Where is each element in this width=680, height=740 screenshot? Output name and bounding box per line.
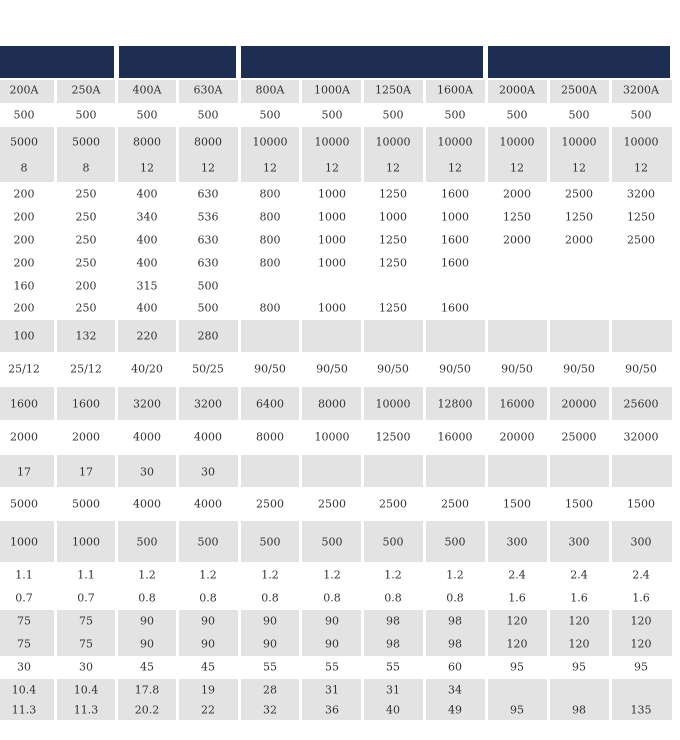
table-cell: 30	[140, 465, 154, 479]
table-cell: 500	[259, 108, 281, 122]
table-cell: 2000	[503, 233, 531, 247]
table-cell: 120	[568, 614, 590, 628]
table-cell: 2000	[565, 233, 593, 247]
table-cell: 315	[136, 279, 158, 293]
table-cell: 25/12	[70, 362, 102, 376]
table-cell: 10000	[314, 135, 350, 149]
table-cell: 28	[263, 683, 277, 697]
table-cell: 0.7	[15, 591, 33, 605]
table-cell: 10000	[252, 135, 288, 149]
table-cell: 1250	[503, 210, 531, 224]
table-cell: 1.2	[446, 568, 464, 582]
table-cell: 75	[79, 637, 93, 651]
table-cell: 90	[140, 637, 154, 651]
table-cell: 1250	[379, 256, 407, 270]
table-cell: 0.8	[199, 591, 217, 605]
table-cell: 2000	[10, 430, 38, 444]
table-cell: 30	[79, 660, 93, 674]
table-cell: 400	[136, 256, 158, 270]
table-cell: 30	[201, 465, 215, 479]
table-cell: 98	[448, 637, 462, 651]
table-cell: 400A	[132, 83, 162, 97]
table-cell: 1600	[441, 233, 469, 247]
table-cell: 90/50	[501, 362, 533, 376]
table-cell: 1000	[318, 210, 346, 224]
table-cell: 1.2	[323, 568, 341, 582]
table-cell: 500	[321, 108, 343, 122]
table-cell: 90	[263, 637, 277, 651]
table-cell: 1000	[318, 233, 346, 247]
column-divider	[176, 80, 179, 720]
table-cell: 11.3	[73, 703, 99, 717]
table-cell: 500	[321, 535, 343, 549]
table-cell: 45	[201, 660, 215, 674]
table-cell: 8000	[256, 430, 284, 444]
header-cell	[0, 46, 114, 78]
table-cell: 12	[634, 161, 648, 175]
table-cell: 12	[201, 161, 215, 175]
table-cell: 22	[201, 703, 215, 717]
table-cell: 20000	[561, 397, 597, 411]
table-cell: 1.2	[138, 568, 156, 582]
column-divider	[54, 80, 57, 720]
table-cell: 5000	[72, 497, 100, 511]
column-divider	[609, 80, 612, 720]
table-cell: 75	[17, 637, 31, 651]
table-cell: 1250	[565, 210, 593, 224]
table-cell: 500	[506, 108, 528, 122]
table-cell: 98	[386, 614, 400, 628]
table-cell: 120	[568, 637, 590, 651]
table-cell: 4000	[194, 430, 222, 444]
table-cell: 4000	[133, 430, 161, 444]
table-cell: 1.1	[77, 568, 95, 582]
table-cell: 1000	[72, 535, 100, 549]
table-cell: 19	[201, 683, 215, 697]
table-cell: 12500	[375, 430, 411, 444]
table-cell: 2500	[256, 497, 284, 511]
table-cell: 0.8	[384, 591, 402, 605]
table-cell: 55	[386, 660, 400, 674]
table-cell: 90/50	[625, 362, 657, 376]
table-cell: 2500	[627, 233, 655, 247]
table-cell: 8000	[194, 135, 222, 149]
table-cell: 1000	[379, 210, 407, 224]
table-cell: 8000	[133, 135, 161, 149]
table-cell: 500	[568, 108, 590, 122]
table-cell: 2000	[72, 430, 100, 444]
table-cell: 0.8	[138, 591, 156, 605]
table-cell: 135	[630, 703, 652, 717]
table-cell: 90	[325, 614, 339, 628]
table-cell: 200	[13, 256, 35, 270]
table-cell: 90/50	[254, 362, 286, 376]
table-cell: 2500	[441, 497, 469, 511]
table-cell: 12800	[437, 397, 473, 411]
table-cell: 10.4	[73, 683, 99, 697]
table-cell: 90	[201, 637, 215, 651]
table-cell: 1500	[503, 497, 531, 511]
table-cell: 250	[75, 210, 97, 224]
table-cell: 630	[197, 233, 219, 247]
table-cell: 34	[448, 683, 462, 697]
table-cell: 30	[17, 660, 31, 674]
table-cell: 20.2	[134, 703, 160, 717]
table-cell: 400	[136, 301, 158, 315]
table-cell: 280	[197, 329, 219, 343]
table-cell: 10000	[375, 135, 411, 149]
table-cell: 250	[75, 256, 97, 270]
column-divider	[547, 80, 550, 720]
table-cell: 1250	[627, 210, 655, 224]
table-cell: 1250	[379, 301, 407, 315]
table-cell: 3200	[627, 187, 655, 201]
table-cell: 6400	[256, 397, 284, 411]
table-cell: 31	[325, 683, 339, 697]
column-divider	[485, 80, 488, 720]
table-cell: 10000	[561, 135, 597, 149]
table-cell: 12	[140, 161, 154, 175]
table-cell: 40/20	[131, 362, 163, 376]
table-cell: 1250A	[375, 83, 411, 97]
table-cell: 0.8	[261, 591, 279, 605]
table-cell: 5000	[10, 497, 38, 511]
table-cell: 90/50	[316, 362, 348, 376]
table-cell: 90	[201, 614, 215, 628]
table-cell: 200	[13, 233, 35, 247]
table-cell: 17	[17, 465, 31, 479]
table-cell: 340	[136, 210, 158, 224]
column-divider	[115, 80, 118, 720]
table-cell: 300	[568, 535, 590, 549]
table-cell: 500	[136, 108, 158, 122]
table-cell: 200	[13, 187, 35, 201]
table-cell: 220	[136, 329, 158, 343]
table-cell: 10.4	[11, 683, 37, 697]
header-cell	[488, 46, 670, 78]
table-cell: 0.8	[323, 591, 341, 605]
table-cell: 12	[263, 161, 277, 175]
table-cell: 16000	[437, 430, 473, 444]
row-band	[0, 455, 672, 487]
table-cell: 1500	[627, 497, 655, 511]
table-cell: 8000	[318, 397, 346, 411]
table-cell: 250	[75, 187, 97, 201]
table-cell: 1500	[565, 497, 593, 511]
table-cell: 500	[630, 108, 652, 122]
table-cell: 60	[448, 660, 462, 674]
table-cell: 1600	[441, 187, 469, 201]
header-cell	[241, 46, 483, 78]
table-cell: 1000	[318, 301, 346, 315]
table-cell: 25000	[561, 430, 597, 444]
table-cell: 1000	[318, 187, 346, 201]
table-cell: 10000	[314, 430, 350, 444]
table-cell: 12	[572, 161, 586, 175]
table-cell: 630A	[193, 83, 223, 97]
table-cell: 2500	[379, 497, 407, 511]
column-divider	[238, 80, 241, 720]
table-cell: 90	[263, 614, 277, 628]
table-cell: 800	[259, 256, 281, 270]
table-cell: 300	[506, 535, 528, 549]
table-cell: 10000	[375, 397, 411, 411]
table-cell: 500	[444, 108, 466, 122]
table-cell: 2500A	[561, 83, 597, 97]
table-cell: 120	[506, 637, 528, 651]
table-cell: 1000A	[314, 83, 350, 97]
table-cell: 10000	[623, 135, 659, 149]
table-cell: 500	[382, 535, 404, 549]
table-cell: 500	[444, 535, 466, 549]
table-cell: 40	[386, 703, 400, 717]
table-cell: 90	[140, 614, 154, 628]
table-cell: 25/12	[8, 362, 40, 376]
table-cell: 800	[259, 187, 281, 201]
table-cell: 12	[510, 161, 524, 175]
table-cell: 300	[630, 535, 652, 549]
table-cell: 17	[79, 465, 93, 479]
table-cell: 8	[20, 161, 28, 175]
table-cell: 75	[17, 614, 31, 628]
table-cell: 31	[386, 683, 400, 697]
table-cell: 500	[197, 279, 219, 293]
table-cell: 8	[82, 161, 90, 175]
table-cell: 800	[259, 210, 281, 224]
table-cell: 500	[197, 108, 219, 122]
table-cell: 16000	[499, 397, 535, 411]
table-cell: 800	[259, 233, 281, 247]
table-cell: 500	[382, 108, 404, 122]
table-cell: 500	[75, 108, 97, 122]
table-cell: 12	[386, 161, 400, 175]
table-cell: 630	[197, 256, 219, 270]
table-cell: 98	[448, 614, 462, 628]
table-cell: 12	[448, 161, 462, 175]
table-cell: 0.8	[446, 591, 464, 605]
table-cell: 1.2	[261, 568, 279, 582]
column-divider	[299, 80, 302, 720]
table-cell: 132	[75, 329, 97, 343]
table-cell: 250A	[71, 83, 101, 97]
table-cell: 20000	[499, 430, 535, 444]
table-cell: 2.4	[632, 568, 650, 582]
table-cell: 90/50	[377, 362, 409, 376]
table-cell: 25600	[623, 397, 659, 411]
table-cell: 1.2	[199, 568, 217, 582]
table-cell: 90	[325, 637, 339, 651]
table-cell: 200	[13, 210, 35, 224]
table-cell: 90/50	[563, 362, 595, 376]
table-cell: 17.8	[134, 683, 160, 697]
table-cell: 1000	[10, 535, 38, 549]
row-band	[0, 320, 672, 352]
table-cell: 500	[136, 535, 158, 549]
table-cell: 200	[13, 301, 35, 315]
table-cell: 5000	[10, 135, 38, 149]
table-cell: 1250	[379, 187, 407, 201]
table-cell: 630	[197, 187, 219, 201]
table-cell: 100	[13, 329, 35, 343]
table-cell: 2500	[565, 187, 593, 201]
table-cell: 1600A	[437, 83, 473, 97]
table-cell: 49	[448, 703, 462, 717]
table-cell: 3200A	[623, 83, 659, 97]
table-cell: 1000	[441, 210, 469, 224]
table-cell: 400	[136, 187, 158, 201]
table-cell: 1600	[10, 397, 38, 411]
table-cell: 12	[325, 161, 339, 175]
table-cell: 1600	[441, 301, 469, 315]
table-cell: 536	[197, 210, 219, 224]
table-cell: 2.4	[570, 568, 588, 582]
table-cell: 1.6	[632, 591, 650, 605]
table-cell: 1.6	[508, 591, 526, 605]
table-cell: 2.4	[508, 568, 526, 582]
table-cell: 1600	[72, 397, 100, 411]
table-cell: 2000	[503, 187, 531, 201]
table-cell: 90/50	[439, 362, 471, 376]
table-cell: 120	[630, 614, 652, 628]
table-cell: 98	[572, 703, 586, 717]
table-cell: 75	[79, 614, 93, 628]
table-cell: 32	[263, 703, 277, 717]
table-cell: 1000	[318, 256, 346, 270]
table-cell: 400	[136, 233, 158, 247]
table-cell: 200A	[9, 83, 39, 97]
table-cell: 2000A	[499, 83, 535, 97]
table-cell: 250	[75, 301, 97, 315]
table-cell: 4000	[194, 497, 222, 511]
row-band	[0, 182, 672, 320]
table-cell: 5000	[72, 135, 100, 149]
table-cell: 95	[634, 660, 648, 674]
column-divider	[361, 80, 364, 720]
table-cell: 800A	[255, 83, 285, 97]
header-cell	[119, 46, 236, 78]
table-cell: 200	[75, 279, 97, 293]
table-cell: 10000	[437, 135, 473, 149]
table-cell: 500	[197, 301, 219, 315]
table-cell: 500	[197, 535, 219, 549]
table-cell: 45	[140, 660, 154, 674]
table-cell: 250	[75, 233, 97, 247]
table-cell: 55	[263, 660, 277, 674]
table-cell: 95	[510, 703, 524, 717]
table-cell: 500	[13, 108, 35, 122]
table-cell: 32000	[623, 430, 659, 444]
table-cell: 160	[13, 279, 35, 293]
table-cell: 2500	[318, 497, 346, 511]
table-cell: 98	[386, 637, 400, 651]
table-cell: 3200	[194, 397, 222, 411]
table-cell: 55	[325, 660, 339, 674]
table-cell: 1.1	[15, 568, 33, 582]
table-cell: 1.6	[570, 591, 588, 605]
table-cell: 95	[510, 660, 524, 674]
table-cell: 4000	[133, 497, 161, 511]
table-cell: 36	[325, 703, 339, 717]
column-divider	[423, 80, 426, 720]
table-cell: 120	[630, 637, 652, 651]
table-cell: 800	[259, 301, 281, 315]
table-cell: 50/25	[192, 362, 224, 376]
table-cell: 10000	[499, 135, 535, 149]
table-cell: 0.7	[77, 591, 95, 605]
table-cell: 95	[572, 660, 586, 674]
table-cell: 11.3	[11, 703, 37, 717]
table-cell: 1600	[441, 256, 469, 270]
table-cell: 1.2	[384, 568, 402, 582]
table-cell: 1250	[379, 233, 407, 247]
table-cell: 120	[506, 614, 528, 628]
table-cell: 3200	[133, 397, 161, 411]
table-cell: 500	[259, 535, 281, 549]
